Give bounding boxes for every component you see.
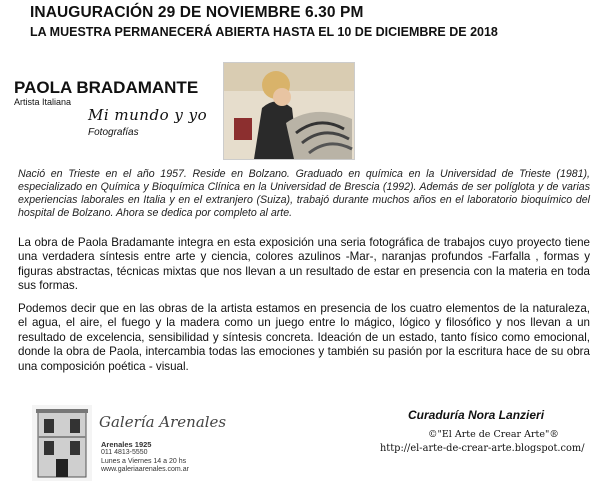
artist-nationality: Artista Italiana: [14, 97, 72, 107]
artist-name: PAOLA BRADAMANTE: [14, 78, 199, 97]
exhibition-title: Mi mundo y yo: [88, 106, 208, 124]
gallery-logo: Galería Arenales: [99, 413, 227, 431]
artist-at-work-image: [224, 63, 354, 159]
gallery-hours: Lunes a Viernes 14 a 20 hs: [101, 457, 187, 465]
exhibition-medium: Fotografías: [88, 127, 139, 138]
description-paragraph-2: Podemos decir que en las obras de la artista estamos en presencia de los cuatro elementos de la naturaleza, el agua, el aire, el fuego y la madera como un juego entre lo mágico, lógico y filosófico y nos llevan a un resultado de excelencia, sensibilidad y síntesis concreta. Ideación de un estado, tanto físico como emocional, donde la obra de Paola, intercambia todas las emociones y también su pasión por la escritura hace de su obra una composición poética - visual.: [18, 302, 590, 373]
opening-date-heading: INAUGURACIÓN 29 DE NOVIEMBRE 6.30 PM: [30, 4, 364, 21]
artist-photo: [223, 62, 355, 160]
description-paragraph-1: La obra de Paola Bradamante integra en esta exposición una seria fotográfica de trabajos cuyo proyecto tiene una verdadera síntesis entre arte y ciencia, colores azulinos -Mar-, naranjas profundos -Farfalla , formas y figuras abstractas, técnicas mixtas que nos llevan a un resultado de estar en presencia con la materia en toda sus formas.: [18, 236, 590, 293]
gallery-address-line: Arenales 1925: [101, 440, 152, 449]
blog-url[interactable]: http://el-arte-de-crear-arte.blogspot.com/: [380, 443, 585, 454]
gallery-website: www.galeriaarenales.com.ar: [101, 466, 189, 474]
curator-credit: Curaduría Nora Lanzieri: [408, 408, 545, 422]
gallery-building-photo: [32, 405, 92, 481]
gallery-phone: 011 4813-5550: [101, 449, 148, 457]
building-image: [32, 405, 92, 481]
artist-bio: Nació en Trieste en el año 1957. Reside en Bolzano. Graduado en química en la Universidad de Trieste (1981), especializado en Química y Bioquímica Clínica en la Universidad de Brescia (1992). Además de ser políglota y de varias experiencias laborales en Italia y en el extranjero (Suiza), trabajó durante muchos años en el laboratorio bioquímico del hospital de Bolzano. Ahora se dedica por completo al arte.: [18, 168, 590, 219]
exhibition-duration-heading: LA MUESTRA PERMANECERÁ ABIERTA HASTA EL 10 DE DICIEMBRE DE 2018: [30, 25, 498, 39]
copyright-notice: ©"El Arte de Crear Arte"®: [428, 429, 559, 440]
gallery-address: [101, 441, 189, 475]
